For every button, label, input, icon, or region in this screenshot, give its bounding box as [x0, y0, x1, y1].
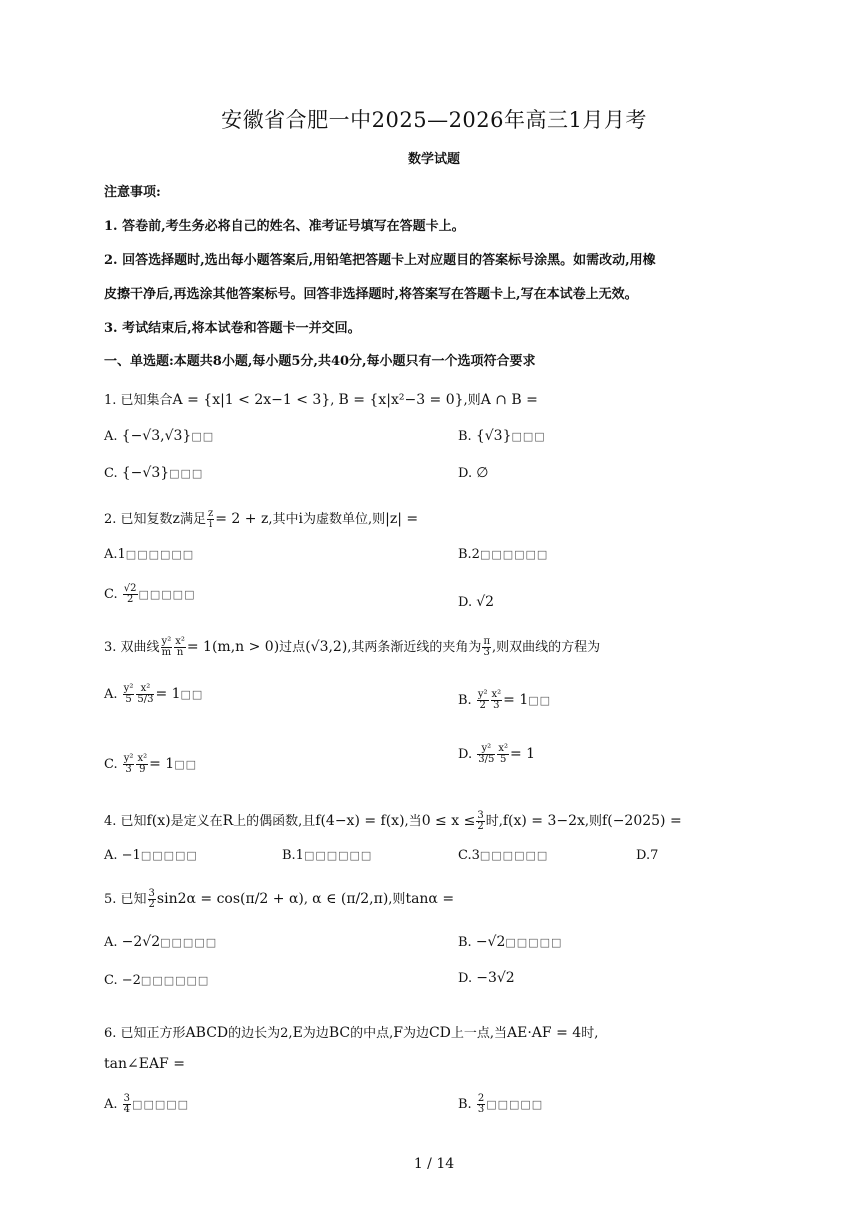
question-6-stem: 6. 已知正方形ABCD的边长为2,E为边BC的中点,F为边CD上一点,当AE·AF = 4时,: [104, 1025, 599, 1041]
question-5-option-a: A. −2√2□□□□□: [104, 934, 218, 950]
question-6-option-b: B. $\frac{2}{3}$ □□□□□: [458, 1093, 544, 1115]
exam-subtitle: 数学试题: [407, 152, 460, 167]
question-4-option-b: B.1□□□□□□: [282, 848, 373, 863]
notice-item-3: 3. 考试结束后,将本试卷和答题卡一并交回。: [104, 321, 361, 336]
question-5-option-c: C. −2□□□□□□: [104, 973, 210, 988]
section-heading: 一、单选题:本题共8小题,每小题5分,共40分,每小题只有一个选项符合要求: [104, 354, 536, 369]
question-4-stem: 4. 已知f(x)是定义在R上的偶函数,且f(4−x) = f(x),当0 ≤ x ≤ $\frac{3}{2}$ 时,f(x) = 3−2x,则f(−2025) =: [104, 810, 682, 832]
question-5-option-b: B. −√2□□□□□: [458, 934, 563, 950]
exam-title: 安徽省合肥一中2025—2026年高三1月月考: [221, 108, 647, 132]
question-2-option-d: D. √2: [458, 594, 495, 610]
question-3-option-d: D. $\frac{\text{y²}}{3/5}$ $\frac{\text{x²}}{5}$ = 1: [458, 743, 536, 765]
question-2-option-c: C. $\frac{√2}{2}$ □□□□□: [104, 583, 196, 605]
question-3-option-a: A. $\frac{\text{y²}}{5}$ $\frac{\text{x²}}{5/3}$ = 1□□: [104, 683, 204, 705]
question-3-option-c: C. $\frac{\text{y²}}{3}$ $\frac{\text{x²}}{9}$ = 1□□: [104, 753, 197, 775]
notice-heading: 注意事项:: [104, 185, 161, 200]
question-3-stem: 3. 双曲线 $\frac{\text{y²}}{m}$ $\frac{\text{x²}}{n}$ = 1(m,n > 0)过点(√3,2),其两条渐近线的夹角为 $\frac{\pi}{3}$ ,则双曲线的方程为: [104, 636, 601, 658]
question-1-option-c: C. {−√3}□□□: [104, 465, 204, 481]
notice-item-1: 1. 答卷前,考生务必将自己的姓名、准考证号填写在答题卡上。: [104, 219, 465, 234]
question-1-stem: 1. 已知集合A = {x|1 < 2x−1 < 3}, B = {x|x²−3 = 0},则A ∩ B =: [104, 392, 538, 408]
question-4-option-d: D.7: [636, 848, 659, 863]
question-2-option-b: B.2□□□□□□: [458, 547, 549, 562]
question-1-option-a: A. {−√3,√3}□□: [104, 428, 215, 444]
question-5-stem: 5. 已知 $\frac{3}{2}$ sin2α = cos(π/2 + α), α ∈ (π/2,π),则tanα =: [104, 888, 455, 910]
notice-item-2a: 2. 回答选择题时,选出每小题答案后,用铅笔把答题卡上对应题目的答案标号涂黑。如需改动,用橡: [104, 253, 656, 268]
question-4-option-a: A. −1□□□□□: [104, 848, 198, 863]
question-1-option-b: B. {√3}□□□: [458, 428, 546, 444]
question-5-option-d: D. −3√2: [458, 970, 515, 986]
question-3-option-b: B. $\frac{\text{y²}}{2}$ $\frac{\text{x²}}{3}$ = 1□□: [458, 689, 552, 711]
page-number: 1 / 14: [413, 1156, 455, 1172]
question-4-option-c: C.3□□□□□□: [458, 848, 549, 863]
notice-item-2b: 皮擦干净后,再选涂其他答案标号。回答非选择题时,将答案写在答题卡上,写在本试卷上无效。: [104, 287, 638, 302]
z-over-i-fraction: $\frac{z}{i}$: [207, 508, 214, 530]
question-6-ask: tan∠EAF =: [104, 1056, 185, 1072]
question-6-option-a: A. $\frac{3}{4}$ □□□□□: [104, 1093, 190, 1115]
question-1-option-d: D. ∅: [458, 465, 489, 481]
question-2-stem: 2. 已知复数z满足 $\frac{z}{i}$ = 2 + z,其中i为虚数单位,则|z| =: [104, 508, 419, 530]
question-2-option-a: A.1□□□□□□: [104, 547, 195, 562]
